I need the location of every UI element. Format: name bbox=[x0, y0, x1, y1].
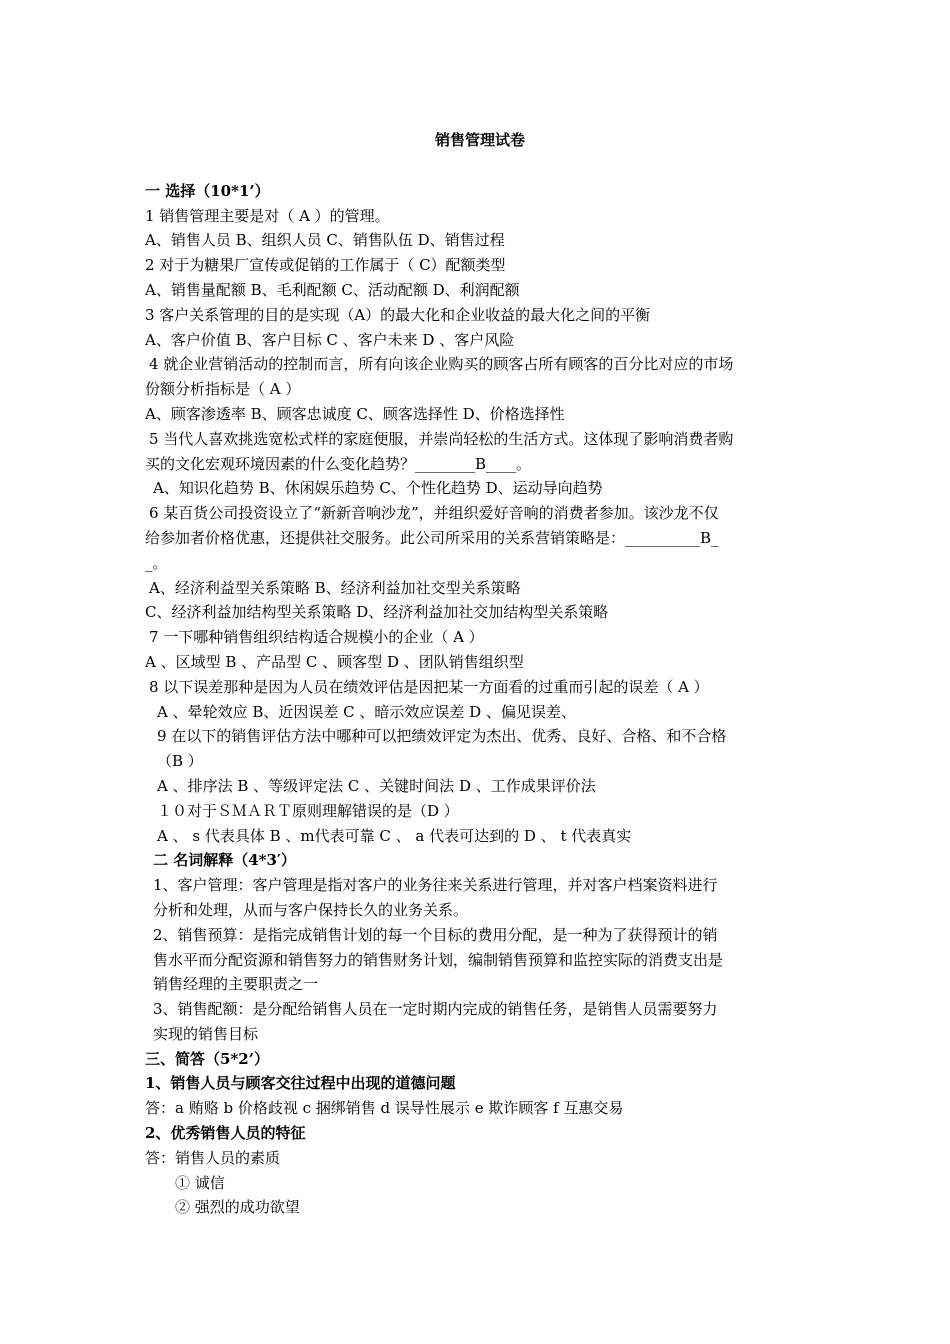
text-line: 二 名词解释（4*3′） bbox=[153, 851, 296, 870]
text-line: 1、销售人员与顾客交往过程中出现的道德问题 bbox=[145, 1074, 456, 1093]
text-line: 售水平而分配资源和销售努力的销售财务计划，编制销售预算和监控实际的消费支出是 bbox=[153, 950, 724, 969]
text-line: ① 诚信 bbox=[175, 1173, 225, 1192]
text-line: A、顾客渗透率 B、顾客忠诚度 C、顾客选择性 D、价格选择性 bbox=[145, 404, 565, 423]
page-title: 销售管理试卷 bbox=[434, 131, 525, 149]
text-line: A 、晕轮效应 B、近因误差 C 、暗示效应误差 D 、偏见误差、 bbox=[157, 702, 576, 721]
text-line: 2 对于为糖果厂宣传或促销的工作属于（ C）配额类型 bbox=[145, 256, 506, 275]
text-line: 3、销售配额：是分配给销售人员在一定时期内完成的销售任务，是销售人员需要努力 bbox=[153, 1000, 718, 1019]
text-line: 买的文化宏观环境因素的什么变化趋势？________B____。 bbox=[145, 454, 532, 473]
document-body bbox=[145, 128, 815, 1220]
text-line: A、客户价值 B、客户目标 C 、客户未来 D 、客户风险 bbox=[145, 330, 515, 349]
text-line: 8 以下误差那种是因为人员在绩效评估是因把某一方面看的过重而引起的误差（ A ） bbox=[149, 677, 709, 696]
text-line: A 、排序法 B 、等级评定法 C 、关键时间法 D 、工作成果评价法 bbox=[157, 776, 596, 795]
text-line: 7 一下哪种销售组织结构适合规模小的企业（ A ） bbox=[149, 628, 484, 647]
text-line: 答：a 贿赂 b 价格歧视 c 捆绑销售 d 误导性展示 e 欺诈顾客 f 互惠交易 bbox=[145, 1099, 624, 1118]
text-line: 三、简答（5*2’） bbox=[145, 1049, 269, 1068]
text-line: ② 强烈的成功欲望 bbox=[175, 1198, 300, 1217]
text-line: 分析和处理，从而与客户保持长久的业务关系。 bbox=[153, 900, 469, 919]
text-line: 6 某百货公司投资设立了“新新音响沙龙”，并组织爱好音响的消费者参加。该沙龙不仅 bbox=[149, 504, 719, 523]
text-line: 一 选择（10*1’） bbox=[145, 181, 270, 200]
text-line: １０对于ＳＭＡＲＴ原则理解错误的是（D ） bbox=[157, 801, 459, 820]
text-line: 份额分析指标是（ A ） bbox=[145, 380, 301, 399]
text-line: 实现的销售目标 bbox=[153, 1024, 259, 1043]
text-line: 2、优秀销售人员的特征 bbox=[145, 1124, 306, 1143]
text-line: 1、客户管理：客户管理是指对客户的业务往来关系进行管理，并对客户档案资料进行 bbox=[153, 876, 718, 895]
text-line: A 、 s 代表具体 B 、m代表可靠 C 、 a 代表可达到的 D 、 t 代表真实 bbox=[157, 826, 632, 845]
text-line: 销售经理的主要职责之一 bbox=[153, 975, 319, 994]
title-spacer bbox=[145, 153, 815, 179]
text-line: （B ） bbox=[157, 752, 203, 771]
text-lines bbox=[145, 179, 815, 1220]
text-line: 5 当代人喜欢挑选宽松式样的家庭便服，并崇尚轻松的生活方式。这体现了影响消费者购 bbox=[149, 429, 734, 448]
text-line: A、销售量配额 B、毛利配额 C、活动配额 D、利润配额 bbox=[145, 280, 520, 299]
text-line: A 、区域型 B 、产品型 C 、顾客型 D 、团队销售组织型 bbox=[145, 652, 524, 671]
text-line: 给参加者价格优惠，还提供社交服务。此公司所采用的关系营销策略是：__________B_ bbox=[145, 528, 719, 547]
text-line: 1 销售管理主要是对（ A ）的管理。 bbox=[145, 206, 390, 225]
text-line: 2、销售预算：是指完成销售计划的每一个目标的费用分配，是一种为了获得预计的销 bbox=[153, 925, 718, 944]
text-line: 4 就企业营销活动的控制而言，所有向该企业购买的顾客占所有顾客的百分比对应的市场 bbox=[149, 355, 734, 374]
text-line: 3 客户关系管理的目的是实现（A）的最大化和企业收益的最大化之间的平衡 bbox=[145, 305, 651, 324]
text-line: 答：销售人员的素质 bbox=[145, 1148, 281, 1167]
text-line: _。 bbox=[145, 553, 168, 572]
text-line: C、经济利益加结构型关系策略 D、经济利益加社交加结构型关系策略 bbox=[145, 603, 609, 622]
text-line: A、经济利益型关系策略 B、经济利益加社交型关系策略 bbox=[149, 578, 521, 597]
text-line: A、销售人员 B、组织人员 C、销售队伍 D、销售过程 bbox=[145, 231, 505, 250]
text-line: A、知识化趋势 B、休闲娱乐趋势 C、个性化趋势 D、运动导向趋势 bbox=[153, 479, 603, 498]
text-line: 9 在以下的销售评估方法中哪种可以把绩效评定为杰出、优秀、良好、合格、和不合格 bbox=[157, 727, 727, 746]
